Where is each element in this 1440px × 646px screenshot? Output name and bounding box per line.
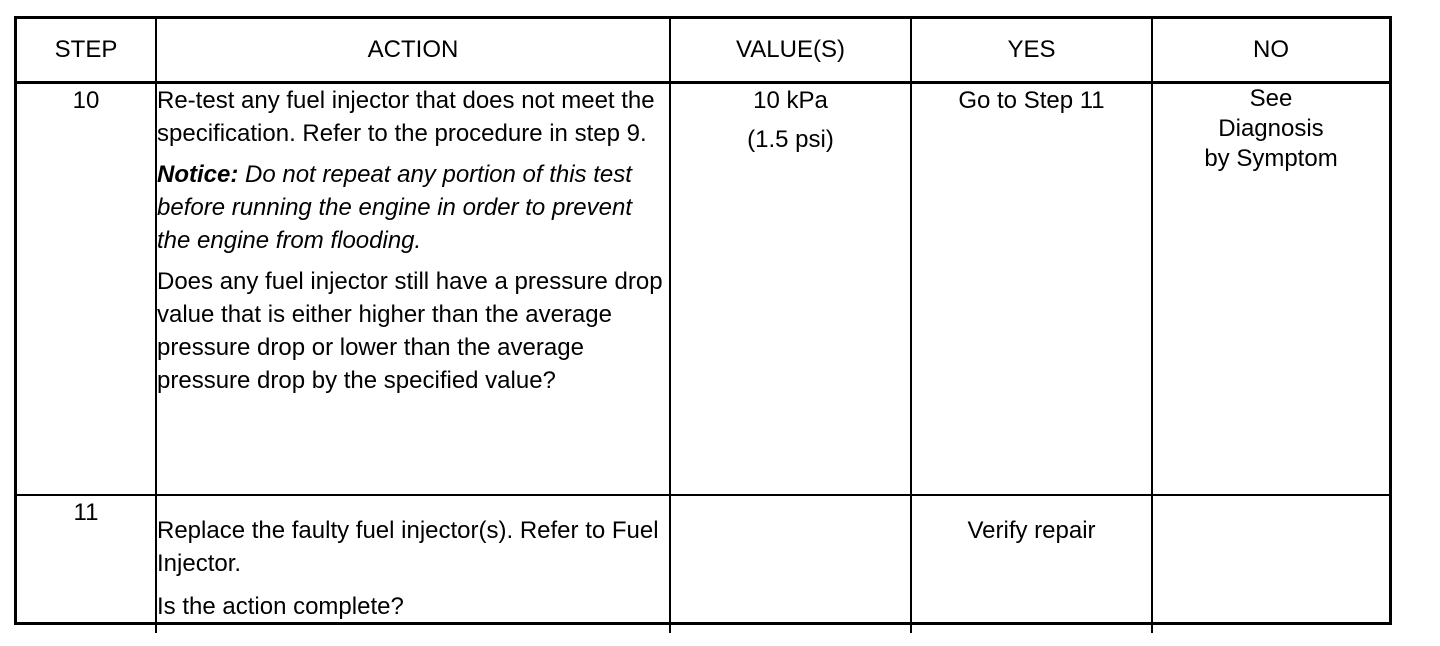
no-cell: [1152, 82, 1389, 495]
action-cell: [156, 495, 670, 633]
action-cell: [156, 82, 670, 495]
action-paragraph: Replace the faulty fuel injector(s). Refer to Fuel Injector.: [157, 517, 659, 577]
table-row: [17, 495, 1389, 633]
action-paragraph: Re-test any fuel injector that does not meet the specification. Refer to the procedure in step 9.: [157, 86, 655, 147]
header-action: ACTION: [156, 19, 670, 82]
diagnostic-table: [17, 19, 1389, 633]
notice-text: Do not repeat any portion of this test before running the engine in order to prevent the engine from flooding.: [157, 160, 632, 254]
yes-result: Verify repair: [967, 517, 1096, 544]
step-number: 11: [17, 495, 156, 633]
header-yes: YES: [911, 19, 1152, 82]
yes-result: Go to Step 11: [958, 86, 1105, 114]
value-psi: (1.5 psi): [747, 125, 834, 153]
yes-cell: [911, 495, 1152, 633]
no-cell: [1152, 495, 1389, 633]
header-values: VALUE(S): [670, 19, 911, 82]
step-number: 10: [17, 82, 156, 495]
yes-cell: [911, 82, 1152, 495]
notice-label: Notice:: [157, 160, 239, 188]
notice-paragraph: [157, 158, 669, 257]
header-no: NO: [1152, 19, 1389, 82]
no-result-line: See: [1249, 84, 1293, 112]
no-result-line: by Symptom: [1204, 144, 1338, 172]
value-cell: [670, 82, 911, 495]
value-kpa: 10 kPa: [753, 86, 828, 114]
no-result-line: Diagnosis: [1218, 114, 1324, 142]
header-step: STEP: [17, 19, 156, 82]
table-row: [17, 82, 1389, 495]
action-question: Is the action complete?: [157, 593, 404, 620]
diagnostic-table-frame: [14, 16, 1392, 625]
action-question: Does any fuel injector still have a pressure drop value that is either higher than the average pressure drop or lower than the average pressure drop by the specified value?: [157, 267, 663, 394]
value-cell: [670, 495, 911, 633]
table-header-row: [17, 19, 1389, 82]
